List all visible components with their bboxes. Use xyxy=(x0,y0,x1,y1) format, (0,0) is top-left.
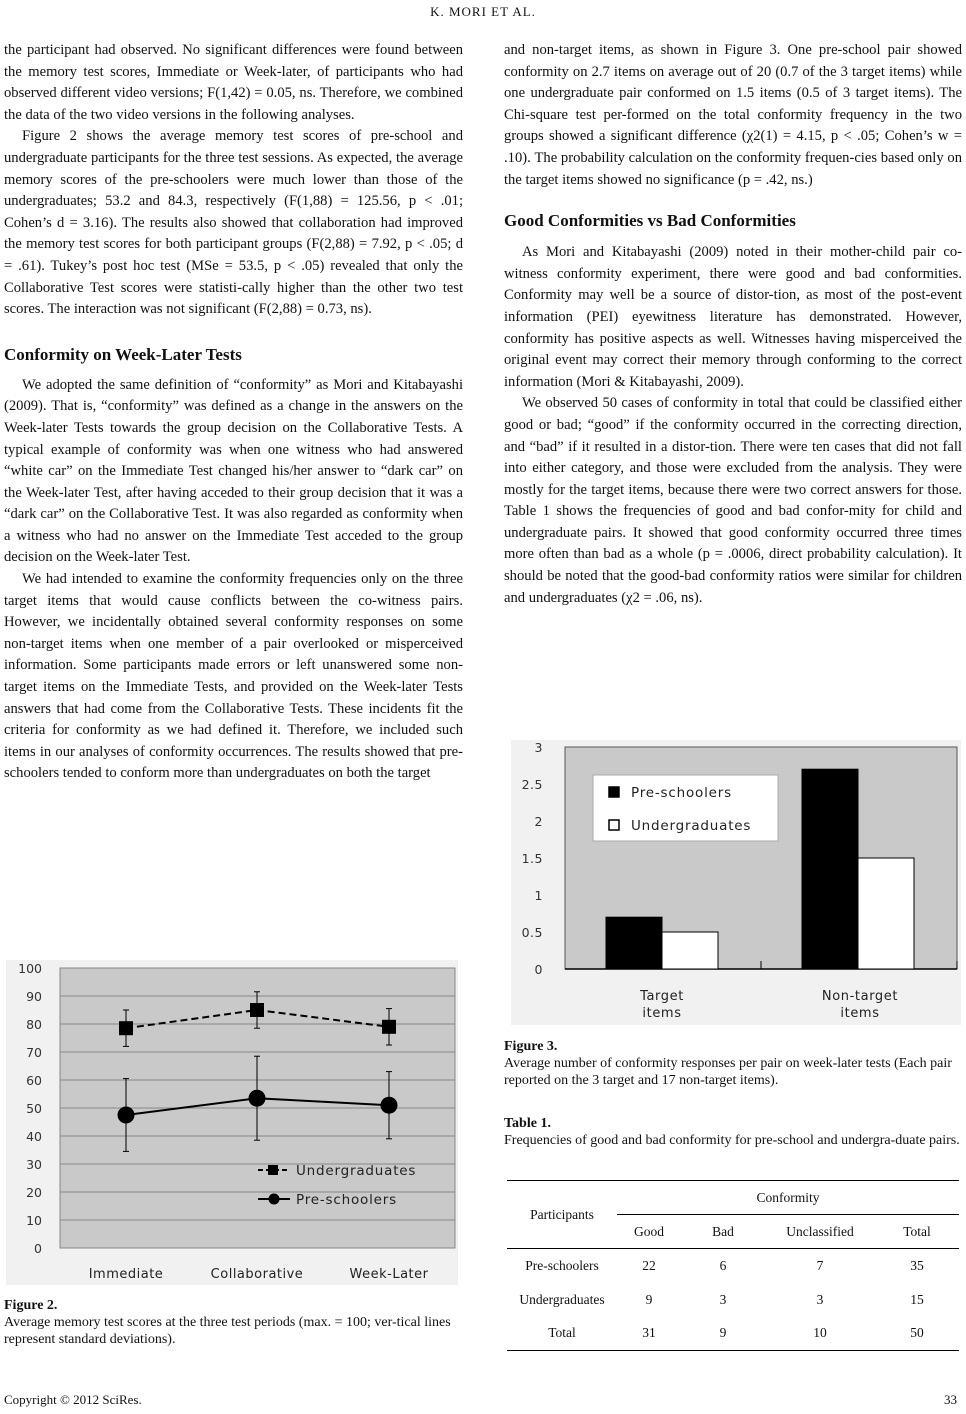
paragraph: We observed 50 cases of conformity in total that could be classified either good or bad; “good” if the conformity occurred in the correcting direction, and “bad” if it resulted in a distor-tion. There were ten cases that did not fall into either category, and those were excluded from the analysis. They were mostly for the target items, because there were two correct answers for those. Table 1 shows the frequencies of good and bad confor-mity for child and undergraduate pairs. It showed that good conformity occurred three times more often than bad as a whole (p = .0006, direct probability calculation). It should be noted that the good-bad conformity ratios were similar for children and undergraduates (χ2 = .06, ns). xyxy=(504,395,962,606)
legend-swatch xyxy=(609,820,619,830)
table-row xyxy=(507,1283,959,1317)
legend-marker-circle xyxy=(269,1194,280,1205)
row-header-cell: Participants xyxy=(507,1181,617,1249)
paragraph: the participant had observed. No significant differences were found between the memory test scores, Immediate or Week-later, of participants who had observed different video versions; F(1,42) = 0.05, ns. Therefore, we combined the data of the two video versions in the following analyses. xyxy=(4,42,463,123)
y-tick-label: 80 xyxy=(26,1017,42,1032)
data-point-square xyxy=(250,1003,264,1017)
y-tick-label: 90 xyxy=(26,989,42,1004)
section-heading: Good Conformities vs Bad Conformities xyxy=(504,211,796,231)
paragraph: As Mori and Kitabayashi (2009) noted in their mother-child pair co-witness conformity experiment, there were good and bad conformities. Conformity may well be a source of distor-tion, as most of the post-event information (PEI) eyewitness literature has demonstrated. However, conformity has positive aspects as well. Witnesses having misperceived the original event may correct their memory through conforming to the correct information (Mori & Kitabayashi, 2009). xyxy=(504,244,962,390)
data-point-circle xyxy=(381,1097,398,1114)
column-header: Bad xyxy=(712,1223,734,1239)
bar xyxy=(606,917,662,969)
table-1-caption xyxy=(504,1115,964,1149)
figure-2-line-chart xyxy=(0,955,470,1290)
table-cell: 22 xyxy=(642,1257,656,1273)
legend-swatch xyxy=(609,787,619,797)
running-header: K. MORI ET AL. xyxy=(430,4,536,19)
x-tick-label: items xyxy=(840,1006,880,1021)
table-cell: 3 xyxy=(719,1291,727,1307)
x-tick-label: Immediate xyxy=(88,1267,164,1282)
row-label: Undergraduates xyxy=(519,1291,605,1307)
table-cell: 31 xyxy=(642,1325,656,1341)
section-heading: Conformity on Week-Later Tests xyxy=(4,344,242,364)
figure-3-bar-chart xyxy=(505,735,965,1030)
left-column xyxy=(4,40,463,785)
x-tick-label: Week-Later xyxy=(349,1267,429,1282)
table-cell: 9 xyxy=(719,1325,727,1341)
column-header: Unclassified xyxy=(786,1223,854,1239)
legend-label: Pre-schoolers xyxy=(631,785,732,801)
table-cell: 9 xyxy=(645,1291,653,1307)
y-tick-label: 2 xyxy=(534,814,543,829)
figure-3-caption xyxy=(504,1038,964,1089)
x-tick-label: items xyxy=(642,1006,682,1021)
table-cell: 50 xyxy=(910,1325,924,1341)
y-tick-label: 60 xyxy=(26,1073,42,1088)
bar xyxy=(802,769,858,969)
data-point-circle xyxy=(249,1090,266,1107)
y-tick-label: 1.5 xyxy=(521,851,543,866)
bar xyxy=(662,932,718,969)
table-cell: 7 xyxy=(816,1257,824,1273)
table-cell: 3 xyxy=(816,1291,824,1307)
y-tick-label: 40 xyxy=(26,1129,42,1144)
row-label: Pre-schoolers xyxy=(525,1257,599,1273)
y-tick-label: 0.5 xyxy=(521,925,543,940)
table-cell: 6 xyxy=(719,1257,727,1273)
table-row xyxy=(507,1249,959,1283)
table-row xyxy=(507,1317,959,1351)
paragraph: Figure 2 shows the average memory test scores of pre-school and undergraduate participants for the three test sessions. As expected, the average memory scores of the pre-schoolers were much lower than those of the undergraduates; 53.2 and 84.3, respectively (F(1,88) = 125.56, p < .01; Cohen’s d = 3.16). The results also showed that collaboration had improved the memory test scores for both participant groups (F(2,88) = 7.92, p < .05; d = .61). Tukey’s post hoc test (MSe = 53.5, p < .05) revealed that only the Collaborative Test scores were statisti-cally higher than the other two test scores. The interaction was not significant (F(2,88) = 0.73, ns). xyxy=(4,128,463,318)
footer-copyright: Copyright © 2012 SciRes. xyxy=(4,1392,142,1407)
data-point-circle xyxy=(118,1107,135,1124)
table-label: Table 1. xyxy=(504,1116,551,1131)
y-tick-label: 10 xyxy=(26,1213,42,1228)
table-cell: 35 xyxy=(910,1257,924,1273)
y-tick-label: 50 xyxy=(26,1101,42,1116)
y-tick-label: 20 xyxy=(26,1185,42,1200)
column-header: Good xyxy=(634,1223,664,1239)
table-header-row xyxy=(507,1181,959,1215)
caption-text: Average number of conformity responses per pair on week-later tests (Each pair reported on the 3 target and 17 non-target items). xyxy=(504,1056,952,1088)
x-tick-label: Target xyxy=(640,989,684,1004)
figure-2-caption xyxy=(4,1297,463,1348)
paragraph: We adopted the same definition of “conformity” as Mori and Kitabayashi (2009). That is, “conformity” was defined as a change in the answers on the Week-later Tests towards the group decision on the Collaborative Tests. A typical example of conformity was when one witness who had answered “white car” on the Immediate Test changed his/her answer to “dark car” on the Week-later Test, after having acceded to their group decision that it was a “dark car” on the Collaborative Test. It was also regarded as conformity when a witness who had no answer on the Immediate Test acceded to the group decision on the Week-later Test. xyxy=(4,376,463,566)
table-1 xyxy=(507,1180,959,1351)
legend-label: Undergraduates xyxy=(296,1163,417,1179)
x-tick-label: Non-target xyxy=(821,989,899,1004)
caption-text: Frequencies of good and bad conformity for pre-school and undergra-duate pairs. xyxy=(504,1133,960,1148)
y-tick-label: 2.5 xyxy=(521,777,543,792)
bar xyxy=(858,858,914,969)
y-tick-label: 70 xyxy=(26,1045,42,1060)
footer-page-number: 33 xyxy=(944,1392,957,1407)
figure-label: Figure 3. xyxy=(504,1039,558,1054)
row-label: Total xyxy=(548,1325,576,1341)
paragraph: and non-target items, as shown in Figure 3. One pre-school pair showed conformity on 2.7 items on average out of 20 (0.7 of the 3 target items) while one undergraduate pair conformed on 1.5 items (0.5 of 3 target items). The Chi-square test per-formed on the total conformity frequency in the two groups showed a significant difference (χ2(1) = 4.15, p < .05; Cohen’s w = .10). The probability calculation on the conformity frequen-cies based only on the target items showed no significance (p = .42, ns.) xyxy=(504,42,962,188)
column-header: Total xyxy=(903,1223,931,1239)
y-tick-label: 0 xyxy=(534,962,543,977)
y-tick-label: 1 xyxy=(534,888,543,903)
legend-label: Undergraduates xyxy=(631,818,752,834)
figure-label: Figure 2. xyxy=(4,1298,58,1313)
paragraph: We had intended to examine the conformity frequencies only on the three target items that would cause conflicts between the co-witness pairs. However, we incidentally obtained several conformity responses on some non-target items when one member of a pair overlooked or misperceived information. Some participants made errors or left unanswered some non-target items on the Immediate Tests, and provided on the Week-later Tests answers that had come from the Collaborative Tests. These incidents fit the criteria for conformity as we had defined it. Therefore, we included such items in our analyses of conformity occurrences. The results showed that pre-schoolers tended to conform more than undergraduates on both the target xyxy=(4,571,463,782)
y-tick-label: 0 xyxy=(34,1241,42,1256)
x-tick-label: Collaborative xyxy=(210,1267,304,1282)
group-header-cell: Conformity xyxy=(617,1181,959,1215)
right-column xyxy=(504,40,962,609)
caption-text: Average memory test scores at the three test periods (max. = 100; ver-tical lines represent standard deviations). xyxy=(4,1315,451,1347)
table-cell: 15 xyxy=(910,1291,924,1307)
y-tick-label: 3 xyxy=(534,740,543,755)
data-point-square xyxy=(119,1021,133,1035)
y-tick-label: 100 xyxy=(18,961,42,976)
legend-label: Pre-schoolers xyxy=(296,1192,397,1208)
data-point-square xyxy=(382,1020,396,1034)
table-cell: 10 xyxy=(813,1325,827,1341)
legend-marker-square xyxy=(268,1165,278,1175)
y-tick-label: 30 xyxy=(26,1157,42,1172)
